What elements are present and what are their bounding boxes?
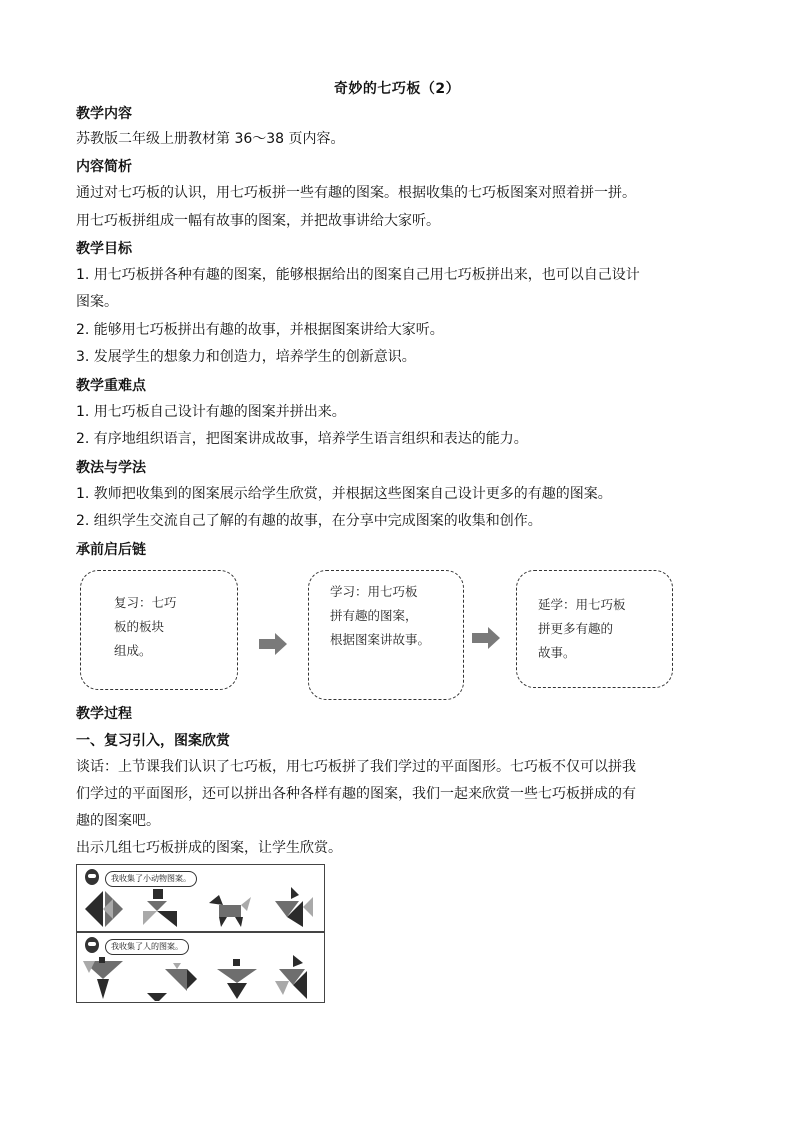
heading-methods: 教法与学法 [76,460,146,476]
tangram-piece [157,911,177,927]
animal-pattern-2 [143,889,177,927]
tangram-piece [165,969,187,991]
tangram-piece [227,983,247,999]
tangram-piece [241,897,251,911]
person-pattern-3 [217,959,257,999]
people-patterns [77,955,324,1001]
method-item-2: 2. 组织学生交流自己了解的有趣的故事，在分享中完成图案的收集和创作。 [76,513,542,529]
tangram-piece [97,979,109,999]
tangram-piece [217,969,257,983]
tangram-piece [143,911,157,925]
heading-content-analysis: 内容简析 [76,159,132,175]
flow-box-learn [308,570,464,700]
heading-process: 教学过程 [76,706,132,722]
goal-item-2: 2. 能够用七巧板拼出有趣的故事，并根据图案讲给大家听。 [76,322,444,338]
tangram-piece [291,887,299,899]
tangram-piece [219,905,241,917]
tangram-piece [187,969,197,989]
person-pattern-2 [147,963,197,1001]
goal-item-3: 3. 发展学生的想象力和创造力，培养学生的创新意识。 [76,349,416,365]
tangram-piece [233,959,240,966]
flow-box-review [80,570,238,690]
speech-bubble-animals: 我收集了小动物图案。 [105,871,197,887]
flow-box-extend [516,570,673,688]
tangram-piece [173,963,181,969]
tangram-piece [275,981,289,995]
tangram-piece [303,897,313,917]
key-point-2: 2. 有序地组织语言，把图案讲成故事，培养学生语言组织和表达的能力。 [76,431,528,447]
animal-patterns [77,887,324,931]
animal-pattern-4 [275,887,313,927]
tangram-piece [219,917,227,927]
figure-divider [77,931,324,933]
animal-pattern-1 [85,891,123,927]
character-icon-1 [85,869,99,885]
character-icon-2 [85,937,99,953]
heading-teaching-goals: 教学目标 [76,241,132,257]
flow-arrow-1-shape [259,633,287,655]
process-para-1-line-3: 趣的图案吧。 [76,813,160,829]
tangram-piece [209,895,223,905]
goal-item-1-line-2: 图案。 [76,294,118,310]
tangram-piece [235,917,243,927]
flow-box-learn-text: 学习：用七巧板 拼有趣的图案， 根据图案讲故事。 [330,584,431,647]
teaching-content-text: 苏教版二年级上册教材第 36～38 页内容。 [76,131,345,147]
flow-arrow-2-shape [472,627,500,649]
process-para-2: 出示几组七巧板拼成的图案，让学生欣赏。 [76,840,342,856]
flow-arrow-2 [472,627,500,649]
heading-chain: 承前启后链 [76,542,146,558]
goal-item-1-line-1: 1. 用七巧板拼各种有趣的图案，能够根据给出的图案自己用七巧板拼出来，也可以自己设计 [76,267,640,283]
person-pattern-4 [275,955,307,999]
heading-teaching-content: 教学内容 [76,106,132,122]
animal-pattern-3 [209,895,251,927]
heading-key-points: 教学重难点 [76,378,146,394]
tangram-piece [293,955,303,967]
tangram-piece [85,891,103,927]
flow-box-extend-text: 延学：用七巧板 拼更多有趣的 故事。 [538,597,626,660]
process-para-1-line-2: 们学过的平面图形，还可以拼出各种各样有趣的图案，我们一起来欣赏一些七巧板拼成的有 [76,786,636,802]
tangram-piece [147,901,167,911]
tangram-piece [99,957,105,963]
analysis-line-2: 用七巧板拼组成一幅有故事的图案，并把故事讲给大家听。 [76,213,440,229]
speech-bubble-people: 我收集了人的图案。 [105,939,189,955]
page-title: 奇妙的七巧板（2） [333,81,461,97]
flow-box-review-text: 复习：七巧 板的板块 组成。 [114,595,177,658]
method-item-1: 1. 教师把收集到的图案展示给学生欣赏，并根据这些图案自己设计更多的有趣的图案。 [76,486,612,502]
tangram-piece [153,889,163,899]
process-para-1-line-1: 谈话：上节课我们认识了七巧板，用七巧板拼了我们学过的平面图形。七巧板不仅可以拼我 [76,759,636,775]
tangram-figure [76,864,325,1003]
analysis-line-1: 通过对七巧板的认识，用七巧板拼一些有趣的图案。根据收集的七巧板图案对照着拼一拼。 [76,185,636,201]
person-pattern-1 [83,957,123,999]
process-subheading-1: 一、复习引入，图案欣赏 [76,733,230,749]
tangram-piece [147,993,167,1001]
key-point-1: 1. 用七巧板自己设计有趣的图案并拼出来。 [76,404,346,420]
flow-arrow-1 [259,633,287,655]
